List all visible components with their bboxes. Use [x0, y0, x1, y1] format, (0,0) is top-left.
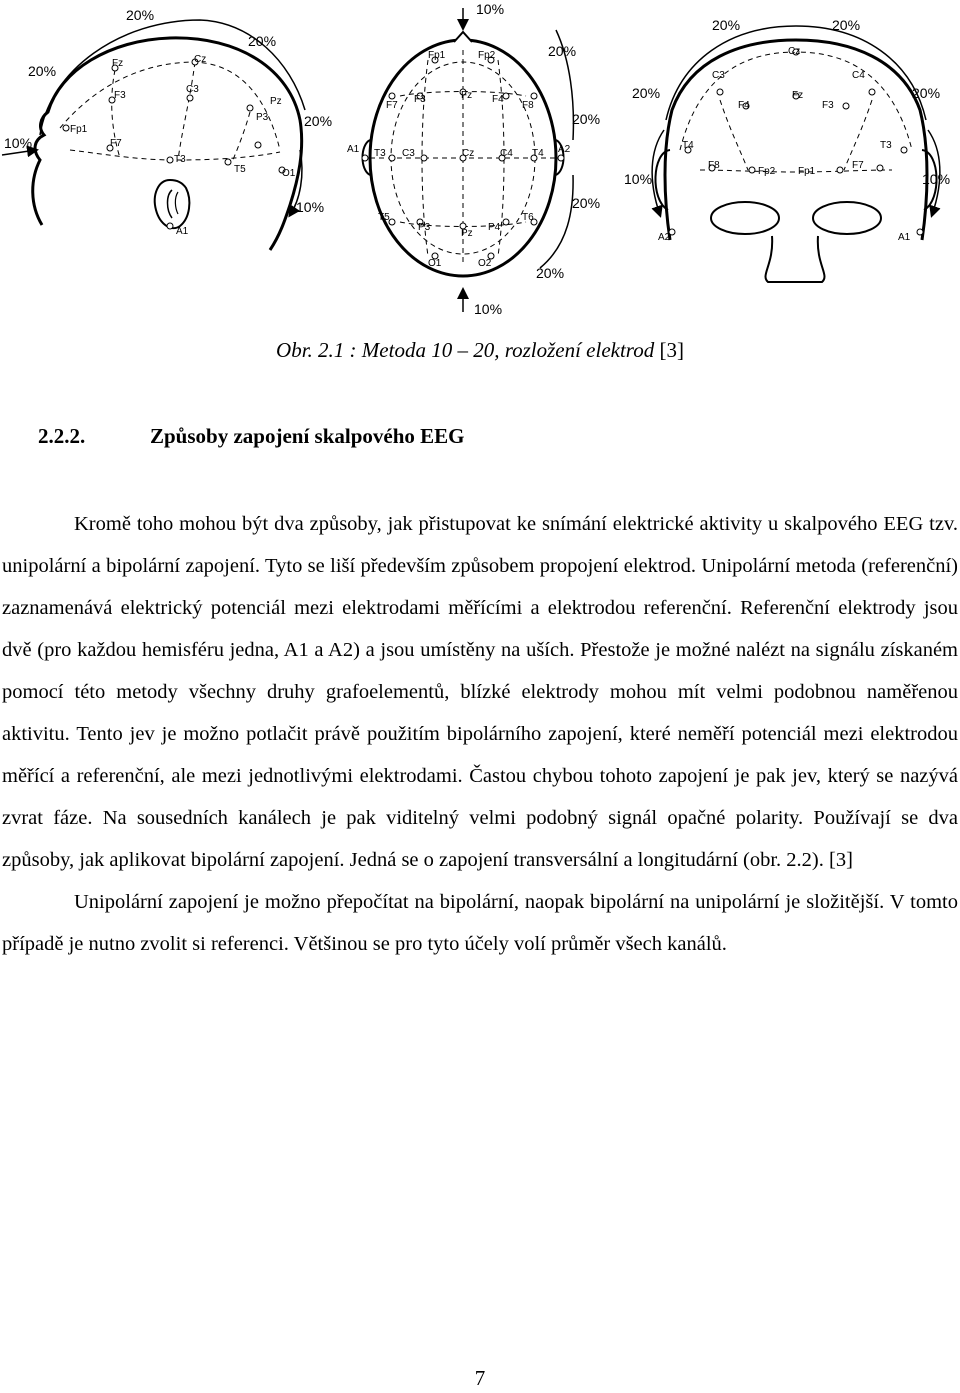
top-label: P3	[418, 222, 431, 233]
side-label: A1	[176, 226, 189, 237]
section-title: Způsoby zapojení skalpového EEG	[150, 424, 465, 448]
top-label: Pz	[461, 228, 473, 239]
side-label: F3	[114, 90, 126, 101]
top-label: Fp2	[478, 50, 496, 61]
top-label: T5	[378, 212, 390, 223]
side-label: T3	[174, 154, 186, 165]
top-label: F7	[386, 100, 398, 111]
top-label: O1	[428, 258, 442, 269]
front-label: T3	[880, 140, 892, 151]
front-label: Cz	[788, 46, 801, 57]
front-label: Fz	[792, 90, 804, 101]
top-percent-4: 20%	[572, 195, 601, 211]
front-percent-4: 20%	[912, 85, 941, 101]
top-percent-6: 10%	[474, 301, 503, 317]
front-label: F7	[852, 160, 864, 171]
front-percent-5: 10%	[624, 171, 653, 187]
side-label: F7	[110, 138, 122, 149]
top-view-head	[347, 1, 600, 317]
top-label: O2	[478, 258, 492, 269]
front-percent-1: 20%	[712, 17, 741, 33]
side-percent-6: 10%	[296, 199, 325, 215]
front-label: C4	[852, 70, 865, 81]
top-label: Fz	[461, 90, 473, 101]
section-number: 2.2.2.	[38, 424, 86, 448]
top-label: C4	[500, 148, 513, 159]
caption-reference: [3]	[654, 338, 684, 362]
side-label: Fz	[112, 58, 124, 69]
top-label: Fp1	[428, 50, 446, 61]
front-label: A2	[658, 232, 671, 243]
front-label: Fp1	[798, 166, 816, 177]
top-label: F4	[492, 94, 504, 105]
side-view-head	[2, 7, 332, 250]
top-label: T3	[374, 148, 386, 159]
front-label: F4	[738, 100, 750, 111]
top-percent-5: 20%	[536, 265, 565, 281]
front-label: T4	[682, 140, 694, 151]
front-label: Fp2	[758, 166, 776, 177]
front-percent-3: 20%	[632, 85, 661, 101]
top-label: A1	[347, 144, 360, 155]
paragraph: Unipolární zapojení je možno přepočítat na bipolární, naopak bipolární na unipolární je složitější. V tomto případě je nutno zvolit si referenci. Většinou se pro tyto účely volí průměr všech kanálů.	[2, 891, 958, 955]
page-number: 7	[474, 1366, 486, 1390]
top-label: Cz	[462, 148, 475, 159]
side-label: O1	[282, 168, 296, 179]
front-label: C3	[712, 70, 725, 81]
side-percent-4: 20%	[304, 113, 333, 129]
top-label: P4	[488, 222, 501, 233]
electrode-placement-figure	[0, 0, 960, 330]
top-label: T6	[522, 212, 534, 223]
front-label: F8	[708, 160, 720, 171]
side-label: Fp1	[70, 124, 88, 135]
side-label: C3	[186, 84, 199, 95]
figure-caption	[0, 338, 960, 363]
side-percent-2: 20%	[248, 33, 277, 49]
top-label: A2	[558, 144, 571, 155]
front-percent-2: 20%	[832, 17, 861, 33]
caption-text: Obr. 2.1 : Metoda 10 – 20, rozložení elektrod	[276, 338, 655, 362]
body-text	[2, 503, 958, 965]
front-view-head	[624, 17, 950, 282]
side-percent-5: 10%	[4, 135, 33, 151]
top-percent-2: 20%	[548, 43, 577, 59]
front-percent-6: 10%	[922, 171, 951, 187]
side-label: Cz	[194, 54, 207, 65]
top-label: F8	[522, 100, 534, 111]
side-label: T5	[234, 164, 246, 175]
side-percent-1: 20%	[126, 7, 155, 23]
side-percent-3: 20%	[28, 63, 57, 79]
paragraph: Kromě toho mohou být dva způsoby, jak přistupovat ke snímání elektrické aktivity u skalpového EEG tzv. unipolární a bipolární zapojení. Tyto se liší především způsobem propojení elektrod. Unipolární metoda (referenční) zaznamenává elektrický potenciál mezi elektrodami měřícími a elektrodou referenční. Referenční elektrody jsou dvě (pro každou hemisféru jedna, A1 a A2) a jsou umístěny na uších. Přestože je možné nalézt na signálu získaném pomocí této metody všechny druhy grafoelementů, blízké elektrody mohou mít velmi podobnou naměřenou aktivitu. Tento jev je možno potlačit právě použitím bipolárního zapojení, které neměří potenciál mezi elektrodou měřící a referenční, ale mezi jednotlivými elektrodami. Častou chybou tohoto zapojení je pak jev, který se nazývá zvrat fáze. Na sousedních kanálech je pak viditelný velmi podobný signál opačné polarity. Používají se dva způsoby, jak aplikovat bipolární zapojení. Jedná se o zapojení transversální a longitudární (obr. 2.2). [3]	[2, 513, 958, 871]
side-label: Pz	[270, 96, 282, 107]
side-label: P3	[256, 112, 269, 123]
front-label: F3	[822, 100, 834, 111]
top-percent-3: 20%	[572, 111, 601, 127]
top-percent-1: 10%	[476, 1, 505, 17]
electrode-diagram	[0, 0, 960, 330]
top-label: F3	[414, 94, 426, 105]
front-label: A1	[898, 232, 911, 243]
top-label: C3	[402, 148, 415, 159]
top-label: T4	[532, 148, 544, 159]
section-heading	[38, 424, 465, 449]
